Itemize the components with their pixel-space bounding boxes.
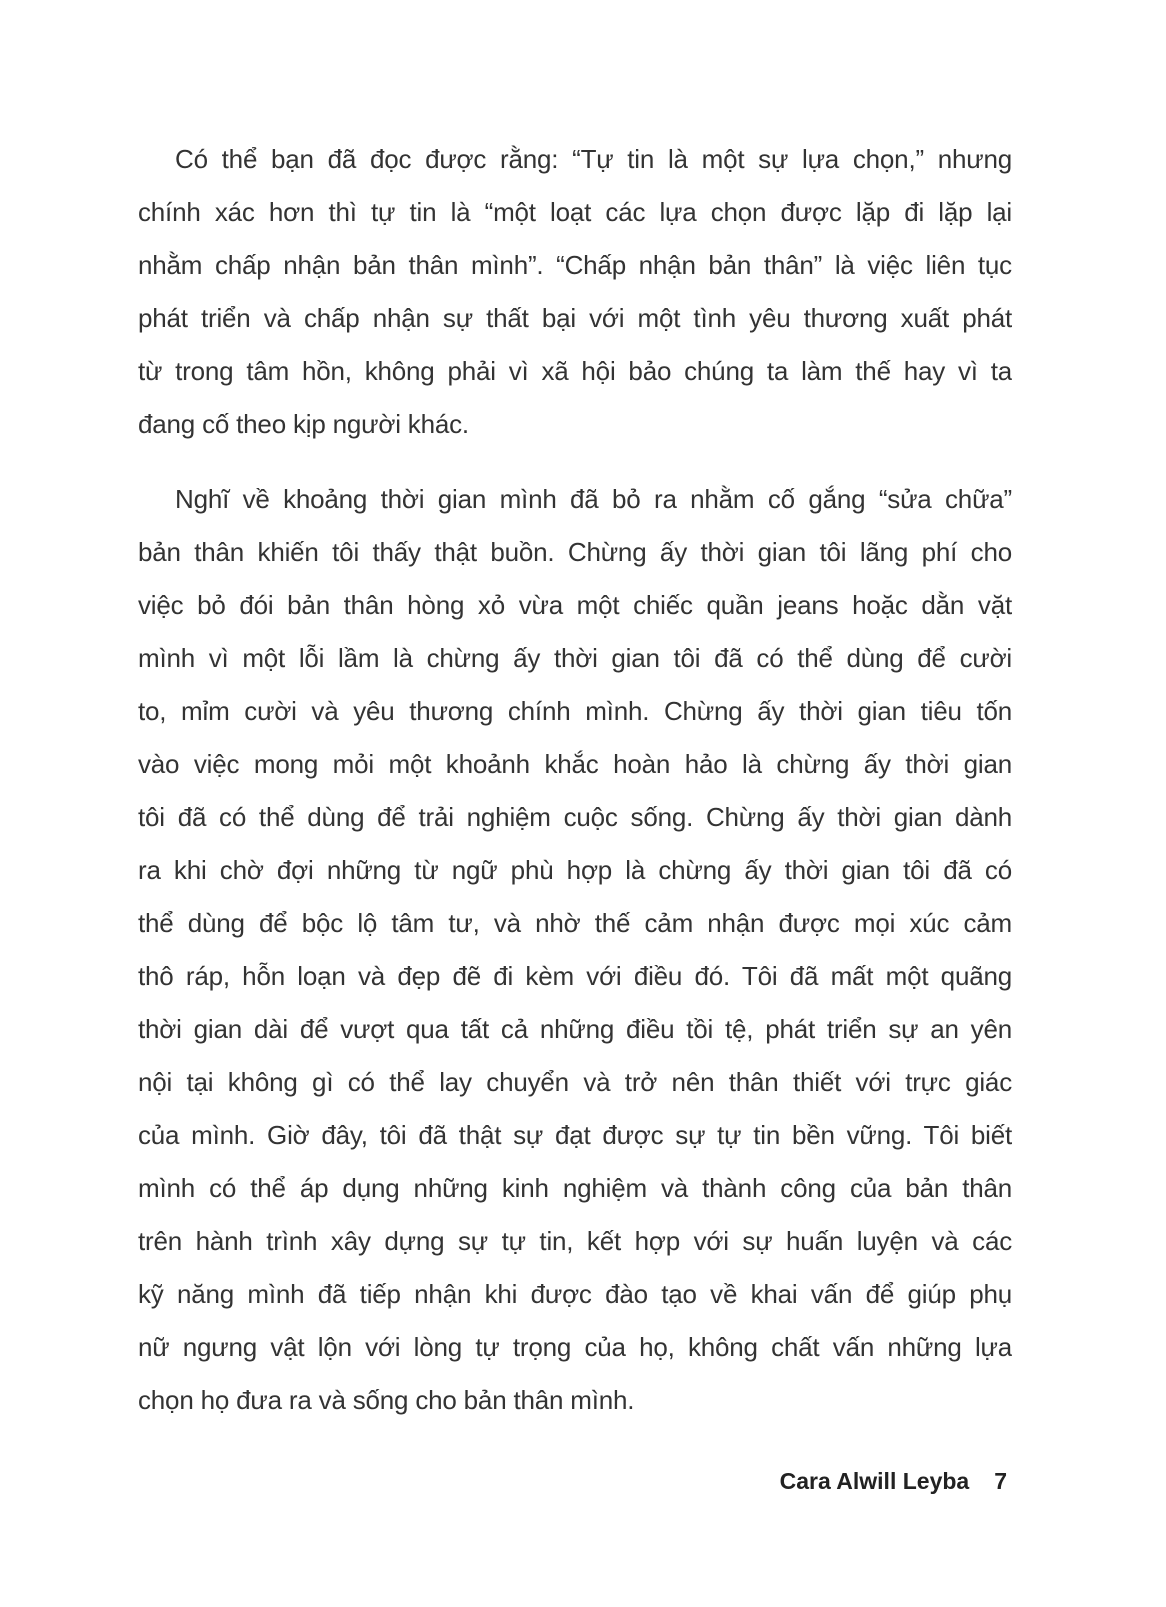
- page-footer: [780, 1466, 1007, 1496]
- body-text: [138, 133, 1012, 1427]
- text-line: của mình. Giờ đây, tôi đã thật sự đạt được sự tự tin bền vững. Tôi biết: [138, 1120, 1012, 1150]
- text-line: mình vì một lỗi lầm là chừng ấy thời gian tôi đã có thể dùng để cười: [138, 643, 1012, 673]
- text-line: tôi đã có thể dùng để trải nghiệm cuộc sống. Chừng ấy thời gian dành: [138, 802, 1012, 832]
- text-line: thời gian dài để vượt qua tất cả những điều tồi tệ, phát triển sự an yên: [138, 1014, 1012, 1044]
- text-line: đang cố theo kịp người khác.: [138, 409, 469, 439]
- running-head-author: Cara Alwill Leyba: [779, 1468, 970, 1494]
- text-line: nội tại không gì có thể lay chuyển và trở nên thân thiết với trực giác: [138, 1067, 1012, 1097]
- text-line: nhằm chấp nhận bản thân mình”. “Chấp nhận bản thân” là việc liên tục: [138, 250, 1012, 280]
- text-line: chính xác hơn thì tự tin là “một loạt các lựa chọn được lặp đi lặp lại: [138, 197, 1012, 227]
- text-line: mình có thể áp dụng những kinh nghiệm và thành công của bản thân: [138, 1173, 1012, 1203]
- text-line: trên hành trình xây dựng sự tự tin, kết hợp với sự huấn luyện và các: [138, 1226, 1012, 1256]
- text-line: Nghĩ về khoảng thời gian mình đã bỏ ra nhằm cố gắng “sửa chữa”: [175, 484, 1012, 514]
- text-line: nữ ngưng vật lộn với lòng tự trọng của họ, không chất vấn những lựa: [138, 1332, 1012, 1362]
- text-line: chọn họ đưa ra và sống cho bản thân mình.: [138, 1385, 635, 1415]
- text-line: bản thân khiến tôi thấy thật buồn. Chừng ấy thời gian tôi lãng phí cho: [138, 537, 1012, 567]
- text-line: từ trong tâm hồn, không phải vì xã hội bảo chúng ta làm thế hay vì ta: [138, 356, 1012, 386]
- text-line: vào việc mong mỏi một khoảnh khắc hoàn hảo là chừng ấy thời gian: [138, 749, 1012, 779]
- text-line: thô ráp, hỗn loạn và đẹp đẽ đi kèm với điều đó. Tôi đã mất một quãng: [138, 961, 1012, 991]
- paragraph: [138, 133, 1012, 451]
- text-line: kỹ năng mình đã tiếp nhận khi được đào tạo về khai vấn để giúp phụ: [138, 1279, 1012, 1309]
- text-line: to, mỉm cười và yêu thương chính mình. Chừng ấy thời gian tiêu tốn: [138, 696, 1012, 726]
- text-line: ra khi chờ đợi những từ ngữ phù hợp là chừng ấy thời gian tôi đã có: [138, 855, 1012, 885]
- text-line: Có thể bạn đã đọc được rằng: “Tự tin là một sự lựa chọn,” nhưng: [175, 144, 1012, 174]
- text-line: phát triển và chấp nhận sự thất bại với một tình yêu thương xuất phát: [138, 303, 1012, 333]
- paragraph: [138, 473, 1012, 1427]
- text-line: việc bỏ đói bản thân hòng xỏ vừa một chiếc quần jeans hoặc dằn vặt: [138, 590, 1012, 620]
- page-number: 7: [994, 1468, 1007, 1494]
- text-line: thể dùng để bộc lộ tâm tư, và nhờ thế cảm nhận được mọi xúc cảm: [138, 908, 1012, 938]
